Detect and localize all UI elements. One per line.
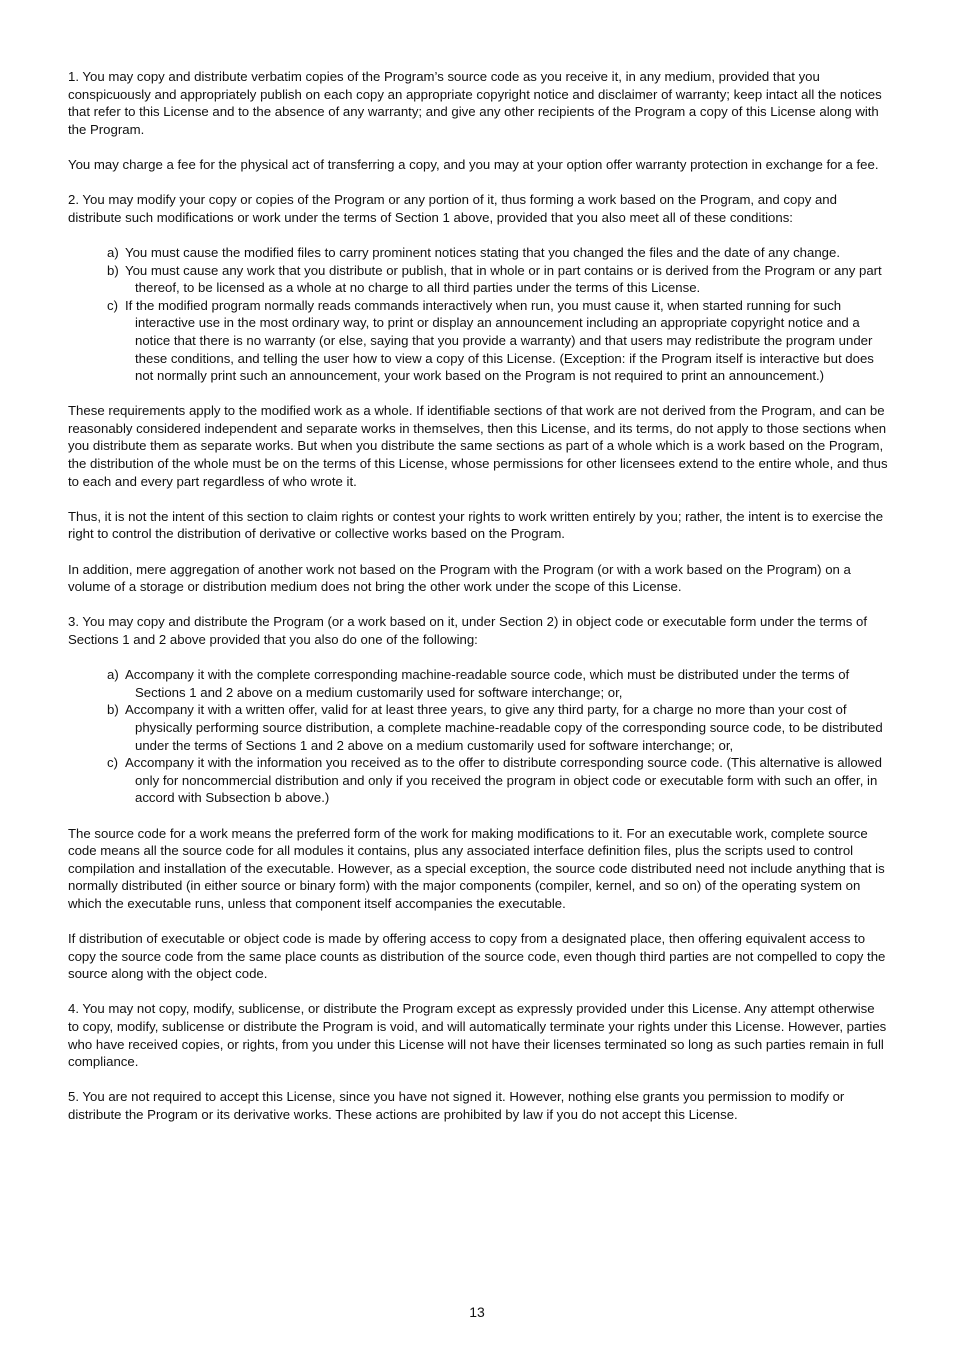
section-2-paragraph: 2. You may modify your copy or copies of the Program or any portion of it, thus forming a work based on the Program, and copy and distribute such modifications or work under the terms of Section 1 above, provided that you also meet all of these conditions:: [68, 192, 837, 225]
list-marker: c): [107, 755, 118, 771]
list-item-text: If the modified program normally reads commands interactively when run, you must cause it, when started running for such interactive use in the most ordinary way, to print or display an announcement including an appropriate copyright notice and a notice that there is no warranty (or else, saying that you provide a warranty) and that users may redistribute the program under these conditions, and telling the user how to view a copy of this License. (Exception: if the Program itself is interactive but does not normally print such an announcement, your work based on the Program is not required to print an announcement.): [125, 297, 874, 384]
list-marker: a): [107, 667, 119, 683]
document-page: [68, 68, 888, 1141]
page-number: 13: [469, 1304, 485, 1320]
aggregation-paragraph: In addition, mere aggregation of another work not based on the Program with the Program (or with a work based on the Program) on a volume of a storage or distribution medium does not bring the other work under the scope of this License.: [68, 561, 851, 595]
section-5-paragraph: 5. You are not required to accept this License, since you have not signed it. However, nothing else grants you permission to modify or distribute the Program or its derivative works. These actions are prohibited by law if you do not accept this License.: [68, 1089, 845, 1123]
list-item-text: Accompany it with the information you received as to the offer to distribute corresponding source code. (This alternative is allowed only for noncommercial distribution and only if you received the program in object code or executable form with such an offer, in accord with Subsection b above.): [125, 755, 882, 806]
list-marker: c): [107, 297, 118, 313]
list-item: [107, 701, 888, 754]
list-marker: a): [107, 244, 119, 260]
section-3-paragraph: 3. You may copy and distribute the Program (or a work based on it, under Section 2) in object code or executable form under the terms of Sections 1 and 2 above provided that you also do one of the following:: [68, 614, 868, 647]
list-marker: b): [107, 262, 119, 278]
source-code-definition-paragraph: The source code for a work means the preferred form of the work for making modifications to it. For an executable work, complete source code means all the source code for all modules it contains, plus any associated interface definition files, plus the scripts used to control compilation and installation of the executable. However, as a special exception, the source code distributed need not include anything that is normally distributed (in either source or binary form) with the major components (compiler, kernel, and so on) of the operating system on which the executable runs, unless that component itself accompanies the executable.: [68, 825, 885, 911]
section-4-paragraph: 4. You may not copy, modify, sublicense, or distribute the Program except as expressly provided under this License. Any attempt otherwise to copy, modify, sublicense or distribute the Program is void, and will automatically terminate your rights under this License. However, parties who have received copies, or rights, from you under this License will not have their licenses terminated so long as such parties remain in full compliance.: [68, 1001, 887, 1070]
section-1-paragraph: 1. You may copy and distribute verbatim copies of the Program’s source code as you receive it, in any medium, provided that you conspicuously and appropriately publish on each copy an appropriate copyright notice and disclaimer of warranty; keep intact all the notices that refer to this License and to the absence of any warranty; and give any other recipients of the Program a copy of this License along with the Program.: [68, 69, 882, 137]
distribution-options-list: [68, 666, 888, 807]
list-marker: b): [107, 702, 119, 718]
list-item-text: You must cause the modified files to carry prominent notices stating that you changed the files and the date of any change.: [125, 244, 841, 260]
designated-place-paragraph: If distribution of executable or object code is made by offering access to copy from a designated place, then offering equivalent access to copy the source code from the same place counts as distribution of the source code, even though third parties are not compelled to copy the source along with the object code.: [68, 931, 886, 982]
list-item: [107, 297, 888, 385]
list-item: [107, 244, 888, 262]
list-item-text: You must cause any work that you distribute or publish, that in whole or in part contains or is derived from the Program or any part thereof, to be licensed as a whole at no charge to all third parties under the terms of this License.: [125, 262, 882, 296]
list-item-text: Accompany it with the complete corresponding machine-readable source code, which must be distributed under the terms of Sections 1 and 2 above on a medium customarily used for software interchange; or,: [125, 667, 850, 700]
fee-paragraph: You may charge a fee for the physical act of transferring a copy, and you may at your option offer warranty protection in exchange for a fee.: [68, 156, 879, 172]
intent-paragraph: Thus, it is not the intent of this section to claim rights or contest your rights to work written entirely by you; rather, the intent is to exercise the right to control the distribution of derivative or collective works based on the Program.: [68, 508, 884, 542]
requirements-paragraph: These requirements apply to the modified work as a whole. If identifiable sections of that work are not derived from the Program, and can be reasonably considered independent and separate works in themselves, then this License, and its terms, do not apply to those sections when you distribute them as separate works. But when you distribute the same sections as part of a whole which is a work based on the Program, the distribution of the whole must be on the terms of this License, whose permissions for other licensees extend to the entire whole, and thus to each and every part regardless of who wrote it.: [68, 403, 888, 489]
modification-conditions-list: [68, 244, 888, 385]
list-item: [107, 666, 888, 701]
list-item: [107, 754, 888, 807]
list-item-text: Accompany it with a written offer, valid for at least three years, to give any third party, for a charge no more than your cost of physically performing source distribution, a complete machine-readable copy of the corresponding source code, to be distributed under the terms of Sections 1 and 2 above on a medium customarily used for software interchange; or,: [125, 702, 883, 753]
list-item: [107, 262, 888, 297]
